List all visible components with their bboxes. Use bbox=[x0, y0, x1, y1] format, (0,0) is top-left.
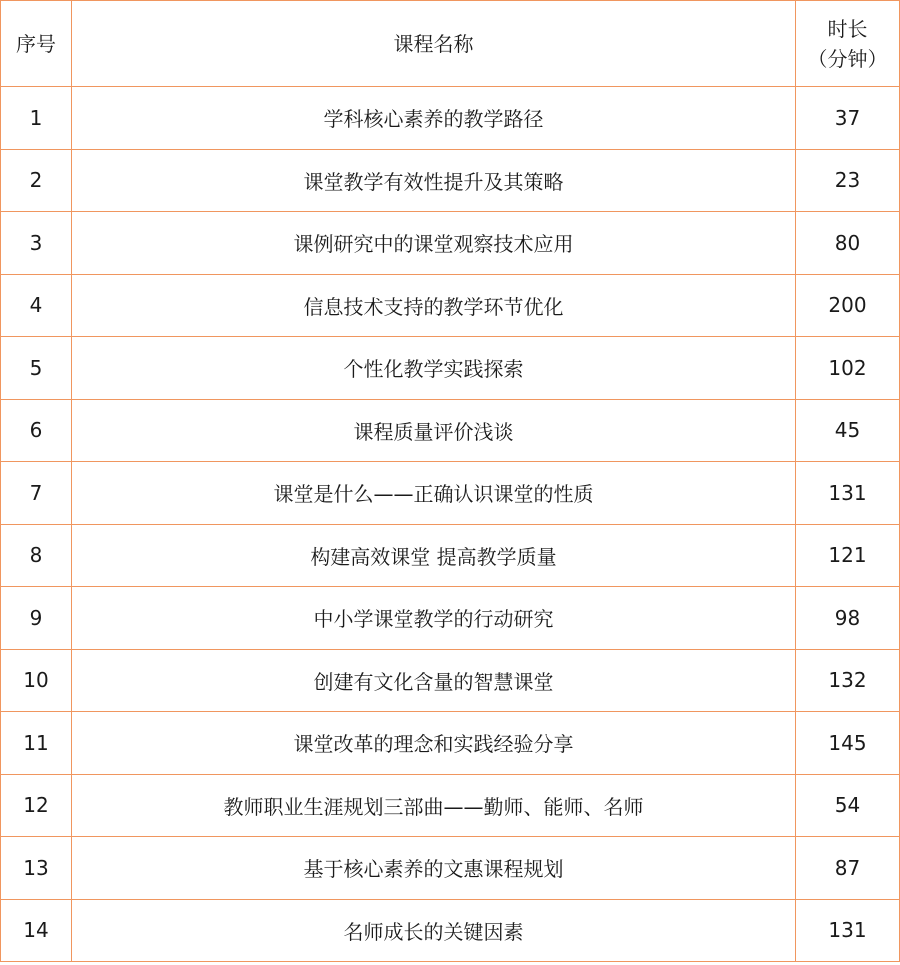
row-course-name: 课例研究中的课堂观察技术应用 bbox=[72, 212, 796, 275]
table-row bbox=[1, 274, 900, 337]
table-row bbox=[1, 337, 900, 400]
header-index: 序号 bbox=[1, 1, 72, 87]
table-row bbox=[1, 774, 900, 837]
row-course-name: 信息技术支持的教学环节优化 bbox=[72, 274, 796, 337]
row-index: 12 bbox=[1, 774, 72, 837]
row-index: 1 bbox=[1, 87, 72, 150]
row-index: 11 bbox=[1, 712, 72, 775]
row-course-name: 中小学课堂教学的行动研究 bbox=[72, 587, 796, 650]
row-duration: 121 bbox=[796, 524, 900, 587]
row-index: 5 bbox=[1, 337, 72, 400]
row-duration: 23 bbox=[796, 149, 900, 212]
row-duration: 132 bbox=[796, 649, 900, 712]
header-row bbox=[1, 1, 900, 87]
table-body bbox=[1, 87, 900, 962]
row-course-name: 基于核心素养的文惠课程规划 bbox=[72, 837, 796, 900]
row-duration: 80 bbox=[796, 212, 900, 275]
header-duration-label: 时长 bbox=[827, 16, 868, 41]
row-course-name: 教师职业生涯规划三部曲——勤师、能师、名师 bbox=[72, 774, 796, 837]
row-course-name: 课堂改革的理念和实践经验分享 bbox=[72, 712, 796, 775]
row-duration: 98 bbox=[796, 587, 900, 650]
row-duration: 200 bbox=[796, 274, 900, 337]
row-duration: 145 bbox=[796, 712, 900, 775]
row-course-name: 学科核心素养的教学路径 bbox=[72, 87, 796, 150]
row-duration: 54 bbox=[796, 774, 900, 837]
row-course-name: 课堂是什么——正确认识课堂的性质 bbox=[72, 462, 796, 525]
row-duration: 131 bbox=[796, 899, 900, 962]
table-row bbox=[1, 212, 900, 275]
row-duration: 87 bbox=[796, 837, 900, 900]
row-course-name: 课程质量评价浅谈 bbox=[72, 399, 796, 462]
row-index: 14 bbox=[1, 899, 72, 962]
header-duration bbox=[796, 1, 900, 87]
row-index: 3 bbox=[1, 212, 72, 275]
header-course-name: 课程名称 bbox=[72, 1, 796, 87]
row-course-name: 个性化教学实践探索 bbox=[72, 337, 796, 400]
table-row bbox=[1, 649, 900, 712]
row-index: 8 bbox=[1, 524, 72, 587]
row-index: 10 bbox=[1, 649, 72, 712]
table-row bbox=[1, 899, 900, 962]
table-row bbox=[1, 87, 900, 150]
row-duration: 45 bbox=[796, 399, 900, 462]
row-index: 9 bbox=[1, 587, 72, 650]
table-row bbox=[1, 399, 900, 462]
row-index: 4 bbox=[1, 274, 72, 337]
row-course-name: 名师成长的关键因素 bbox=[72, 899, 796, 962]
row-course-name: 创建有文化含量的智慧课堂 bbox=[72, 649, 796, 712]
row-course-name: 课堂教学有效性提升及其策略 bbox=[72, 149, 796, 212]
table-row bbox=[1, 524, 900, 587]
table-header bbox=[1, 1, 900, 87]
row-duration: 131 bbox=[796, 462, 900, 525]
row-index: 6 bbox=[1, 399, 72, 462]
header-duration-unit: （分钟） bbox=[807, 46, 888, 71]
table-row bbox=[1, 587, 900, 650]
table-row bbox=[1, 462, 900, 525]
row-duration: 37 bbox=[796, 87, 900, 150]
row-index: 7 bbox=[1, 462, 72, 525]
row-index: 2 bbox=[1, 149, 72, 212]
table-row bbox=[1, 712, 900, 775]
table-row bbox=[1, 149, 900, 212]
row-duration: 102 bbox=[796, 337, 900, 400]
row-course-name: 构建高效课堂 提高教学质量 bbox=[72, 524, 796, 587]
table-row bbox=[1, 837, 900, 900]
row-index: 13 bbox=[1, 837, 72, 900]
